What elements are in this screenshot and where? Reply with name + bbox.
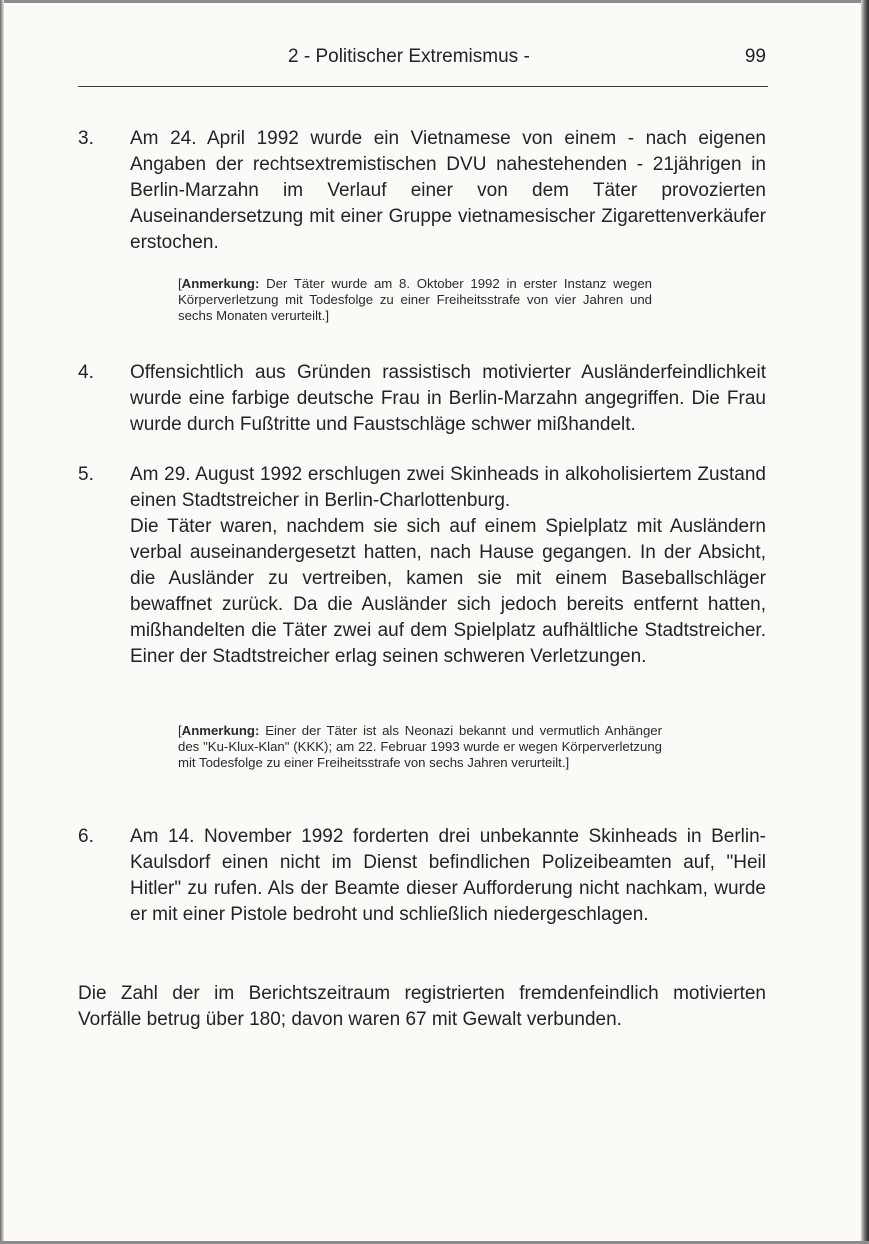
annotation-note [178, 723, 662, 771]
note-label: Anmerkung: [181, 276, 260, 291]
item-text: Am 14. November 1992 forderten drei unbekannte Skinheads in Berlin-Kaulsdorf einen nicht im Dienst befindlichen Polizeibeamten auf, "Heil Hitler" zu rufen. Als der Beamte dieser Aufforderung nicht nachkam, wurde er mit einer Pistole bedroht und schließlich niedergeschlagen. [130, 826, 766, 925]
list-item-4 [78, 360, 768, 440]
note-label: Anmerkung: [181, 723, 260, 738]
item-text-part1: Am 29. August 1992 erschlugen zwei Skinheads in alkoholisiertem Zustand einen Stadtstreicher in Berlin-Charlottenburg. [130, 464, 766, 511]
page-edge-left [0, 0, 4, 1244]
page-edge-top [0, 0, 869, 3]
item-text: Am 24. April 1992 wurde ein Vietnamese von einem - nach eigenen Angaben der rechtsextremistischen DVU nahestehenden - 21jährigen in Berlin-Marzahn im Verlauf einer von dem Täter provozierten Auseinandersetzung mit einer Gruppe vietnamesischer Zigarettenverkäufer erstochen. [130, 128, 766, 253]
item-number: 3. [78, 128, 94, 149]
item-text [130, 462, 766, 670]
item-number: 6. [78, 826, 94, 847]
list-item-5 [78, 462, 768, 722]
header-rule [78, 86, 768, 87]
closing-paragraph: Die Zahl der im Berichtszeitraum registrierten fremdenfeindlich motivierten Vorfälle betrug über 180; davon waren 67 mit Gewalt verbunden. [78, 983, 766, 1030]
item-number: 5. [78, 464, 94, 485]
list-item-6 [78, 824, 768, 954]
note-bracket: [ [178, 723, 182, 738]
list-item-3 [78, 126, 768, 256]
annotation-note [178, 276, 652, 324]
note-bracket: [ [178, 276, 182, 291]
running-title: 2 - Politischer Extremismus - [288, 46, 530, 67]
running-header [78, 46, 766, 76]
note-text: Der Täter wurde am 8. Oktober 1992 in erster Instanz wegen Körperverletzung mit Todesfolge zu einer Freiheitsstrafe von vier Jahren und sechs Monaten verurteilt.] [178, 276, 652, 323]
note-text: Einer der Täter ist als Neonazi bekannt und vermutlich Anhänger des "Ku-Klux-Klan" (KKK); am 22. Februar 1993 wurde er wegen Körperverletzung mit Todesfolge zu einer Freiheitsstrafe von sechs Jahren verurteilt.] [178, 723, 662, 770]
page-edge-right [861, 0, 869, 1244]
page-number: 99 [744, 46, 766, 67]
item-text: Offensichtlich aus Gründen rassistisch motivierter Ausländerfeindlichkeit wurde eine farbige deutsche Frau in Berlin-Marzahn angegriffen. Die Frau wurde durch Fußtritte und Faustschläge schwer mißhandelt. [130, 362, 766, 435]
item-text-part2: Die Täter waren, nachdem sie sich auf einem Spielplatz mit Ausländern verbal auseinandergesetzt hatten, nach Hause gegangen. In der Absicht, die Ausländer zu vertreiben, kamen sie mit einem Baseballschläger bewaffnet zurück. Da die Ausländer sich jedoch bereits entfernt hatten, mißhandelten die Täter zwei auf dem Spielplatz aufhältliche Stadtstreicher. Einer der Stadtstreicher erlag seinen schweren Verletzungen. [130, 516, 766, 667]
item-number: 4. [78, 362, 94, 383]
